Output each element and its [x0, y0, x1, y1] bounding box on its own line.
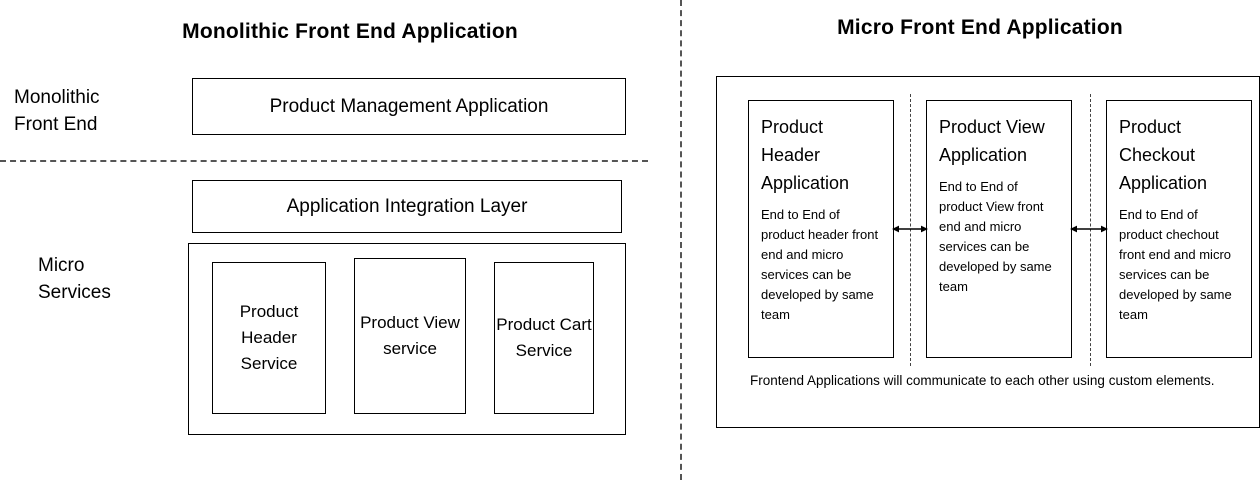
box-product-management-application: Product Management Application: [192, 78, 626, 135]
box-product-view-application: [926, 100, 1072, 358]
box-product-header-application: [748, 100, 894, 358]
app-title-header: Product Header Application: [761, 117, 850, 193]
label-monolithic-front-end: Monolithic Front End: [14, 87, 100, 135]
app-description-checkout: End to End of product chechout front end and micro services can be developed by same team: [1119, 207, 1232, 322]
box-product-header-service: Product Header Service: [212, 262, 326, 414]
double-arrow-icon-1: [892, 222, 928, 236]
box-application-integration-layer: Application Integration Layer: [192, 180, 622, 233]
horizontal-divider: [0, 160, 648, 162]
app-title-checkout: Product Checkout Application: [1119, 117, 1208, 193]
micro-frontend-caption: Frontend Applications will communicate to each other using custom elements.: [750, 373, 1215, 388]
box-product-checkout-application: [1106, 100, 1252, 358]
double-arrow-icon-2: [1070, 222, 1108, 236]
left-diagram-title: Monolithic Front End Application: [182, 20, 518, 43]
app-description-header: End to End of product header front end and micro services can be developed by same team: [761, 207, 879, 322]
box-product-cart-service: Product Cart Service: [494, 262, 594, 414]
label-micro-services: Micro Services: [38, 255, 111, 303]
box-product-view-service: Product View service: [354, 258, 466, 414]
app-description-view: End to End of product View front end and micro services can be developed by same team: [939, 179, 1052, 294]
vertical-divider: [680, 0, 682, 480]
app-title-view: Product View Application: [939, 117, 1045, 165]
right-diagram-title: Micro Front End Application: [837, 16, 1123, 39]
